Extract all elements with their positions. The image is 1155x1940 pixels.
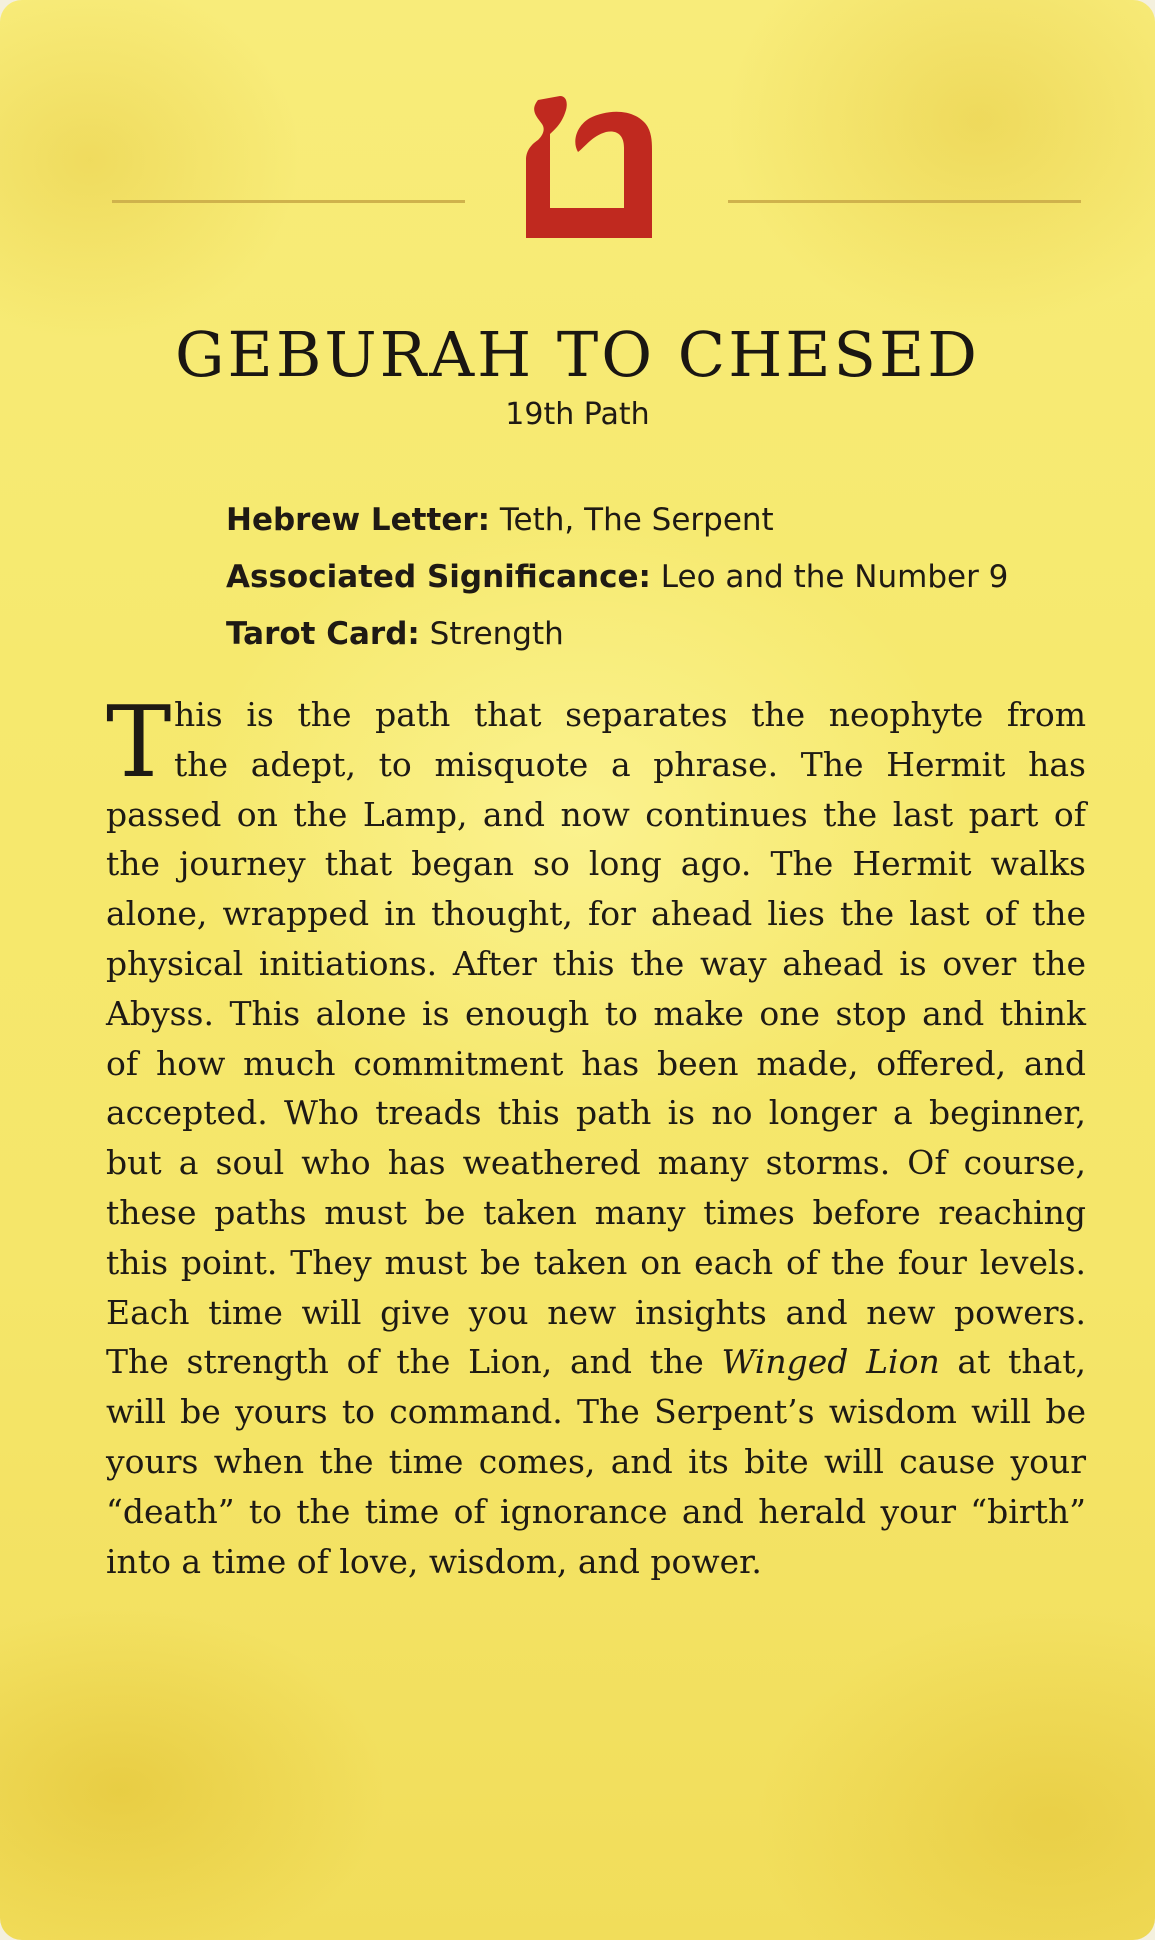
drop-cap: T	[106, 686, 172, 800]
body-line: passed on the Lamp, and now continues the last part of	[106, 794, 1086, 834]
body-line: the journey that began so long ago. The Hermit walks	[106, 844, 1086, 884]
body-line: of how much commitment has been made, offered, and	[106, 1043, 1086, 1083]
decorative-rule-left	[112, 200, 465, 203]
body-line: “death” to the time of ignorance and herald your “birth”	[106, 1491, 1086, 1531]
card-title: GEBURAH TO CHESED	[175, 318, 980, 391]
body-line: alone, wrapped in thought, for ahead lies the last of the	[106, 894, 1086, 934]
svg-text:ט: ט	[520, 77, 530, 94]
body-line: the adept, to misquote a phrase. The Hermit has	[174, 744, 1086, 784]
attribute-label: Tarot Card:	[226, 616, 420, 652]
attribute-label: Hebrew Letter:	[226, 502, 491, 538]
attribute-value: Strength	[419, 616, 564, 652]
attribute-tarot-card	[226, 606, 1008, 663]
hebrew-letter-teth-icon	[520, 77, 670, 260]
italic-phrase: Winged Lion	[721, 1342, 940, 1382]
attribute-value: Teth, The Serpent	[490, 502, 774, 538]
body-line: his is the path that separates the neophyte from	[174, 695, 1086, 734]
body-line-end: at that,	[939, 1342, 1086, 1382]
body-paragraph	[106, 686, 1086, 1586]
body-line: these paths must be taken many times before reaching	[106, 1192, 1086, 1232]
attribute-associated-significance	[226, 549, 1008, 606]
body-line: but a soul who has weathered many storms. Of course,	[106, 1143, 1086, 1183]
attribute-hebrew-letter	[226, 492, 1008, 549]
body-line: this point. They must be taken on each of the four levels.	[106, 1242, 1086, 1282]
attribute-label: Associated Significance:	[226, 559, 651, 595]
decorative-rule-right	[728, 200, 1081, 203]
body-line: Each time will give you new insights and new powers.	[106, 1292, 1086, 1332]
body-line: will be yours to command. The Serpent’s wisdom will be	[106, 1392, 1086, 1432]
body-line: into a time of love, wisdom, and power.	[106, 1541, 762, 1581]
body-line: accepted. Who treads this path is no longer a beginner,	[106, 1093, 1086, 1133]
body-line-start: The strength of the Lion, and the	[106, 1342, 722, 1382]
body-line: Abyss. This alone is enough to make one stop and think	[106, 993, 1086, 1033]
body-line: physical initiations. After this the way ahead is over the	[106, 943, 1086, 983]
body-line-with-italic	[106, 1337, 1086, 1387]
attributes-list	[226, 492, 1008, 663]
body-line: yours when the time comes, and its bite will cause your	[106, 1441, 1086, 1481]
card-subtitle: 19th Path	[505, 397, 650, 432]
attribute-value: Leo and the Number 9	[650, 559, 1009, 595]
